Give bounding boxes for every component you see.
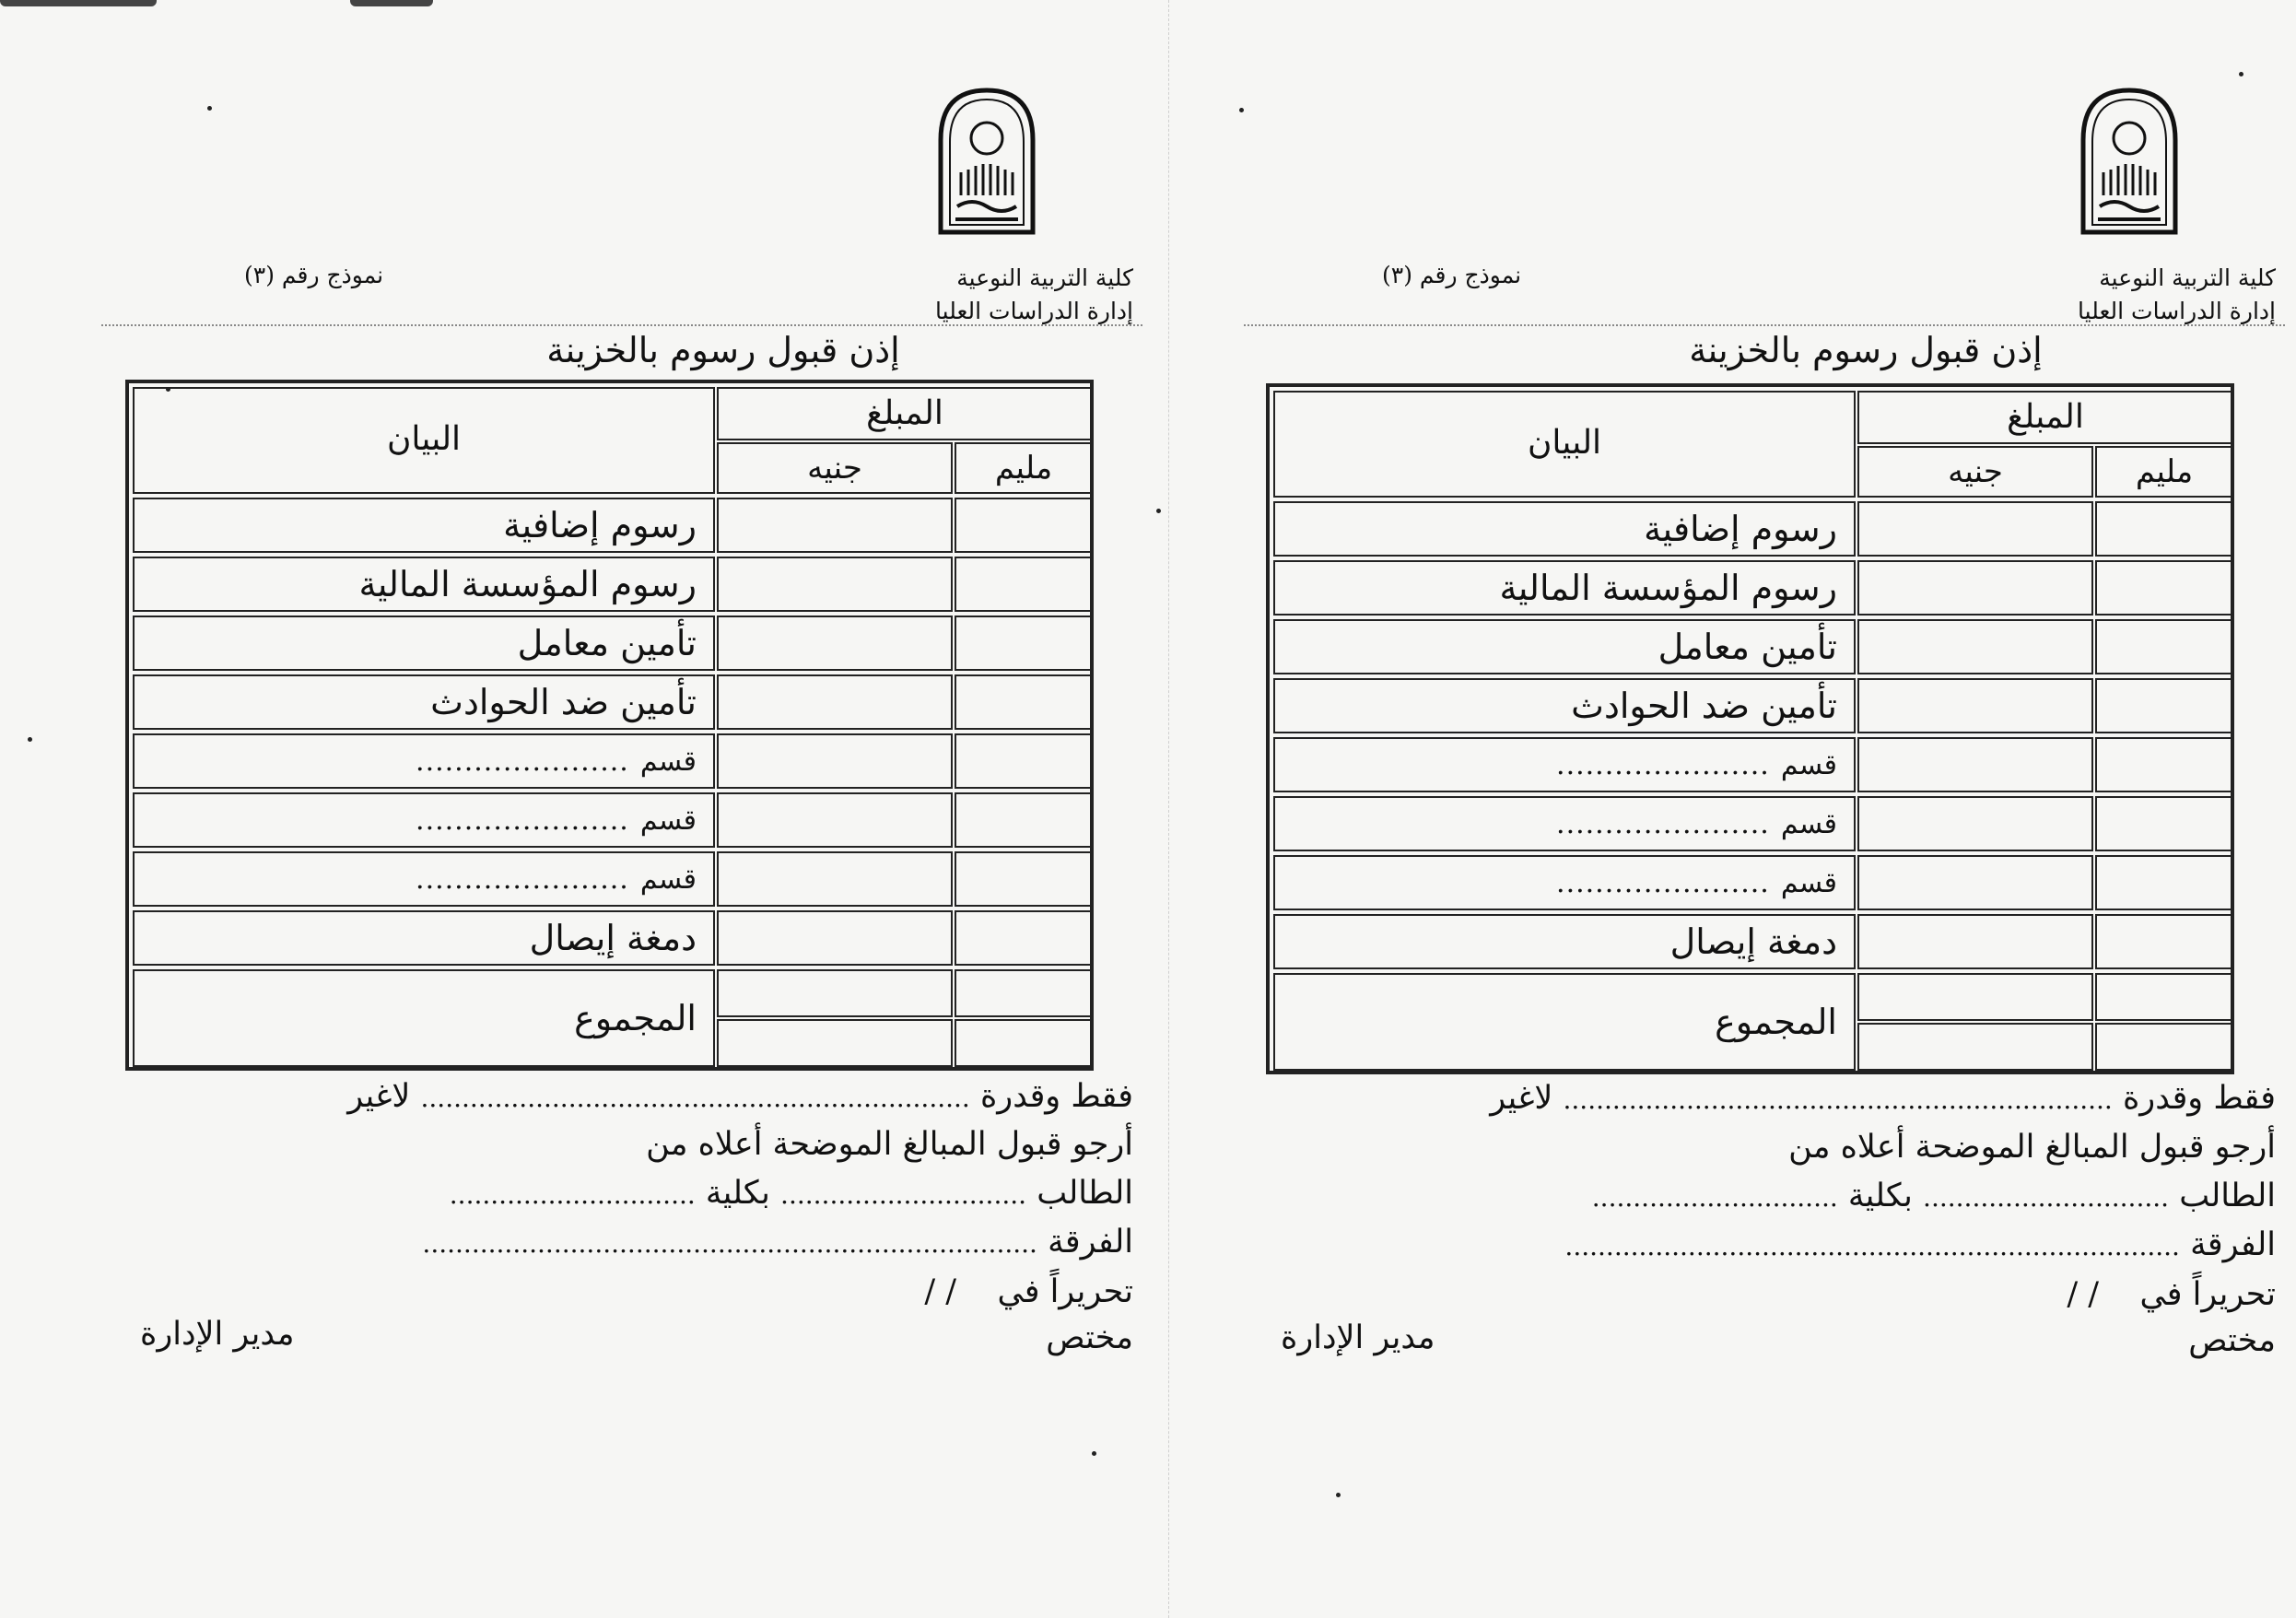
- department-row-label: [1556, 798, 1837, 850]
- fee-row-label: رسوم المؤسسة المالية: [1499, 568, 1837, 608]
- amount-header: المبلغ: [866, 394, 943, 432]
- student-line: [450, 1175, 1133, 1212]
- fee-row-pounds-cell[interactable]: [717, 616, 953, 671]
- faculty-dots: ..............................: [449, 1179, 696, 1210]
- total-description-cell: [133, 969, 715, 1067]
- description-header: البيان: [1527, 424, 1602, 462]
- department-name: إدارة الدراسات العليا: [2078, 298, 2276, 324]
- fee-row-millimes-cell[interactable]: [2095, 501, 2233, 557]
- scan-speck: [1156, 509, 1161, 513]
- fee-row-description: [133, 498, 715, 553]
- fee-row-label: رسوم إضافية: [503, 505, 697, 545]
- written-on-label: تحريراً في: [997, 1273, 1133, 1310]
- amount-in-words-line: [347, 1078, 1133, 1115]
- fee-row-label: تأمين ضد الحوادث: [1571, 686, 1837, 726]
- fee-row-description: [133, 792, 715, 848]
- fee-row-pounds-cell[interactable]: [1857, 855, 2093, 910]
- amount-in-words-label: فقط وقدرة: [979, 1078, 1133, 1115]
- specialist-signature: مختص: [1046, 1319, 1133, 1356]
- page-fold-line: [1168, 0, 1169, 1618]
- form-title: إذن قبول رسوم بالخزينة: [546, 330, 900, 370]
- fee-row-millimes-cell[interactable]: [2095, 619, 2233, 674]
- total-millimes-cell-2[interactable]: [2095, 1023, 2233, 1071]
- amount-in-words-dots: ...................................................................: [420, 1083, 970, 1113]
- scan-speck: [28, 737, 32, 742]
- fee-row-description: [133, 674, 715, 730]
- description-header-cell: [1273, 391, 1856, 498]
- written-on-label: تحريراً في: [2139, 1276, 2276, 1313]
- fee-row-pounds-cell[interactable]: [1857, 619, 2093, 674]
- total-pounds-cell-2[interactable]: [1857, 1023, 2093, 1071]
- fee-row-description: [1273, 619, 1856, 674]
- student-dots: ..............................: [1923, 1182, 2170, 1213]
- fee-row-pounds-cell[interactable]: [1857, 501, 2093, 557]
- fee-row-millimes-cell[interactable]: [955, 851, 1093, 907]
- amount-header-cell: [1857, 391, 2233, 444]
- student-dots: ..............................: [780, 1179, 1027, 1210]
- faculty-dots: ..............................: [1591, 1182, 1838, 1213]
- fee-row-millimes-cell[interactable]: [955, 792, 1093, 848]
- fee-row-millimes-cell[interactable]: [2095, 855, 2233, 910]
- fee-row-pounds-cell[interactable]: [717, 557, 953, 612]
- fee-row-pounds-cell[interactable]: [1857, 796, 2093, 851]
- year-dots: ...........................................................................: [422, 1228, 1037, 1259]
- header-divider: [1244, 324, 2285, 326]
- fee-row-description: [1273, 914, 1856, 969]
- fee-row-pounds-cell[interactable]: [717, 674, 953, 730]
- department-dots: ......................: [416, 803, 629, 837]
- amount-header: المبلغ: [2007, 398, 2084, 436]
- student-label: الطالب: [2179, 1178, 2276, 1214]
- total-label: المجموع: [1715, 1002, 1837, 1042]
- date-slashes: / /: [2067, 1276, 2100, 1313]
- fee-row-millimes-cell[interactable]: [955, 910, 1093, 966]
- date-line: [2067, 1276, 2276, 1313]
- total-pounds-cell[interactable]: [1857, 973, 2093, 1021]
- fee-row-pounds-cell[interactable]: [717, 733, 953, 789]
- college-name: كلية التربية النوعية: [2099, 264, 2276, 291]
- fee-row-pounds-cell[interactable]: [717, 792, 953, 848]
- department-row-label: [416, 853, 697, 905]
- department-label: قسم: [639, 862, 697, 896]
- department-label: قسم: [639, 745, 697, 778]
- amount-in-words-label: فقط وقدرة: [2122, 1080, 2276, 1117]
- year-line: [422, 1224, 1133, 1260]
- university-logo: [935, 85, 1038, 237]
- student-label: الطالب: [1037, 1175, 1133, 1212]
- total-pounds-cell-2[interactable]: [717, 1019, 953, 1067]
- fee-row-label: دمغة إيصال: [529, 918, 697, 958]
- total-millimes-cell[interactable]: [2095, 973, 2233, 1021]
- total-pounds-cell[interactable]: [717, 969, 953, 1017]
- year-label: الفرقة: [1048, 1224, 1133, 1260]
- fee-row-pounds-cell[interactable]: [1857, 678, 2093, 733]
- director-signature: مدير الإدارة: [1281, 1319, 1435, 1356]
- department-row-label: [1556, 739, 1837, 791]
- amount-header-cell: [717, 387, 1093, 440]
- fee-row-pounds-cell[interactable]: [1857, 914, 2093, 969]
- department-row-label: [416, 735, 697, 787]
- millimes-header-cell: [2095, 446, 2233, 498]
- total-millimes-cell[interactable]: [955, 969, 1093, 1017]
- fee-row-pounds-cell[interactable]: [717, 910, 953, 966]
- fee-row-description: [1273, 737, 1856, 792]
- fee-row-label: رسوم المؤسسة المالية: [358, 564, 697, 604]
- millimes-header-cell: [955, 442, 1093, 494]
- department-label: قسم: [1780, 866, 1837, 899]
- fee-form-right: [1207, 0, 2276, 1618]
- fee-row-description: [1273, 855, 1856, 910]
- fee-row-label: دمغة إيصال: [1669, 921, 1837, 962]
- fee-row-label: تأمين معامل: [517, 623, 697, 663]
- department-row-label: [416, 794, 697, 846]
- fee-row-description: [133, 733, 715, 789]
- pounds-header: جنيه: [1948, 453, 2003, 490]
- fees-table: [125, 380, 1094, 1071]
- fee-row-pounds-cell[interactable]: [1857, 737, 2093, 792]
- form-number: نموذج رقم (٣): [1382, 262, 1522, 288]
- department-dots: ......................: [1556, 807, 1770, 840]
- amount-in-words-dots: ...................................................................: [1563, 1085, 2113, 1115]
- pounds-header: جنيه: [807, 450, 862, 487]
- fee-row-description: [1273, 796, 1856, 851]
- college-name: كلية التربية النوعية: [956, 264, 1133, 291]
- department-name: إدارة الدراسات العليا: [935, 298, 1133, 324]
- fee-row-description: [1273, 678, 1856, 733]
- department-label: قسم: [639, 803, 697, 837]
- millimes-header: مليم: [994, 450, 1053, 487]
- date-line: [924, 1273, 1133, 1310]
- please-accept-text: أرجو قبول المبالغ الموضحة أعلاه من: [646, 1126, 1133, 1163]
- year-dots: ...........................................................................: [1564, 1231, 2180, 1261]
- year-label: الفرقة: [2190, 1226, 2276, 1263]
- department-dots: ......................: [416, 862, 629, 896]
- fee-row-description: [133, 557, 715, 612]
- fee-row-description: [133, 616, 715, 671]
- department-dots: ......................: [1556, 748, 1770, 781]
- department-label: قسم: [1780, 807, 1837, 840]
- fee-row-millimes-cell[interactable]: [955, 616, 1093, 671]
- date-slashes: / /: [924, 1273, 957, 1310]
- fee-row-millimes-cell[interactable]: [2095, 914, 2233, 969]
- fee-row-description: [133, 851, 715, 907]
- university-logo: [2078, 85, 2181, 237]
- no-other-label: لاغير: [1490, 1080, 1553, 1117]
- fee-row-millimes-cell[interactable]: [955, 498, 1093, 553]
- fee-row-millimes-cell[interactable]: [2095, 796, 2233, 851]
- fee-row-description: [133, 910, 715, 966]
- director-signature: مدير الإدارة: [140, 1316, 295, 1353]
- fee-row-millimes-cell[interactable]: [2095, 737, 2233, 792]
- year-line: [1564, 1226, 2276, 1263]
- fees-table: [1266, 383, 2234, 1074]
- header-institution: [935, 262, 1133, 328]
- form-number: نموذج رقم (٣): [244, 262, 384, 288]
- total-description-cell: [1273, 973, 1856, 1071]
- fee-row-description: [1273, 501, 1856, 557]
- fee-form-left: [64, 0, 1133, 1618]
- fee-row-label: تأمين ضد الحوادث: [430, 682, 697, 722]
- department-dots: ......................: [1556, 866, 1770, 899]
- fee-row-pounds-cell[interactable]: [1857, 560, 2093, 616]
- fee-row-millimes-cell[interactable]: [955, 733, 1093, 789]
- fee-row-millimes-cell[interactable]: [2095, 560, 2233, 616]
- pounds-header-cell: [1857, 446, 2093, 498]
- fee-row-description: [1273, 560, 1856, 616]
- header-divider: [101, 324, 1142, 326]
- specialist-signature: مختص: [2188, 1322, 2276, 1359]
- description-header: البيان: [386, 420, 462, 458]
- department-row-label: [1556, 857, 1837, 909]
- student-line: [1592, 1178, 2276, 1214]
- fee-row-millimes-cell[interactable]: [2095, 678, 2233, 733]
- department-label: قسم: [1780, 748, 1837, 781]
- header-institution: [2078, 262, 2276, 328]
- faculty-label: بكلية: [705, 1175, 770, 1212]
- fee-row-label: تأمين معامل: [1658, 627, 1837, 667]
- department-dots: ......................: [416, 745, 629, 778]
- total-millimes-cell-2[interactable]: [955, 1019, 1093, 1067]
- total-label: المجموع: [574, 998, 697, 1038]
- fee-row-label: رسوم إضافية: [1644, 509, 1837, 549]
- faculty-label: بكلية: [1847, 1178, 1913, 1214]
- description-header-cell: [133, 387, 715, 494]
- fee-row-pounds-cell[interactable]: [717, 498, 953, 553]
- please-accept-text: أرجو قبول المبالغ الموضحة أعلاه من: [1788, 1129, 2276, 1166]
- form-title: إذن قبول رسوم بالخزينة: [1689, 330, 2043, 370]
- millimes-header: مليم: [2135, 453, 2194, 490]
- fee-row-millimes-cell[interactable]: [955, 557, 1093, 612]
- amount-in-words-line: [1490, 1080, 2276, 1117]
- fee-row-pounds-cell[interactable]: [717, 851, 953, 907]
- fee-row-millimes-cell[interactable]: [955, 674, 1093, 730]
- pounds-header-cell: [717, 442, 953, 494]
- no-other-label: لاغير: [347, 1078, 411, 1115]
